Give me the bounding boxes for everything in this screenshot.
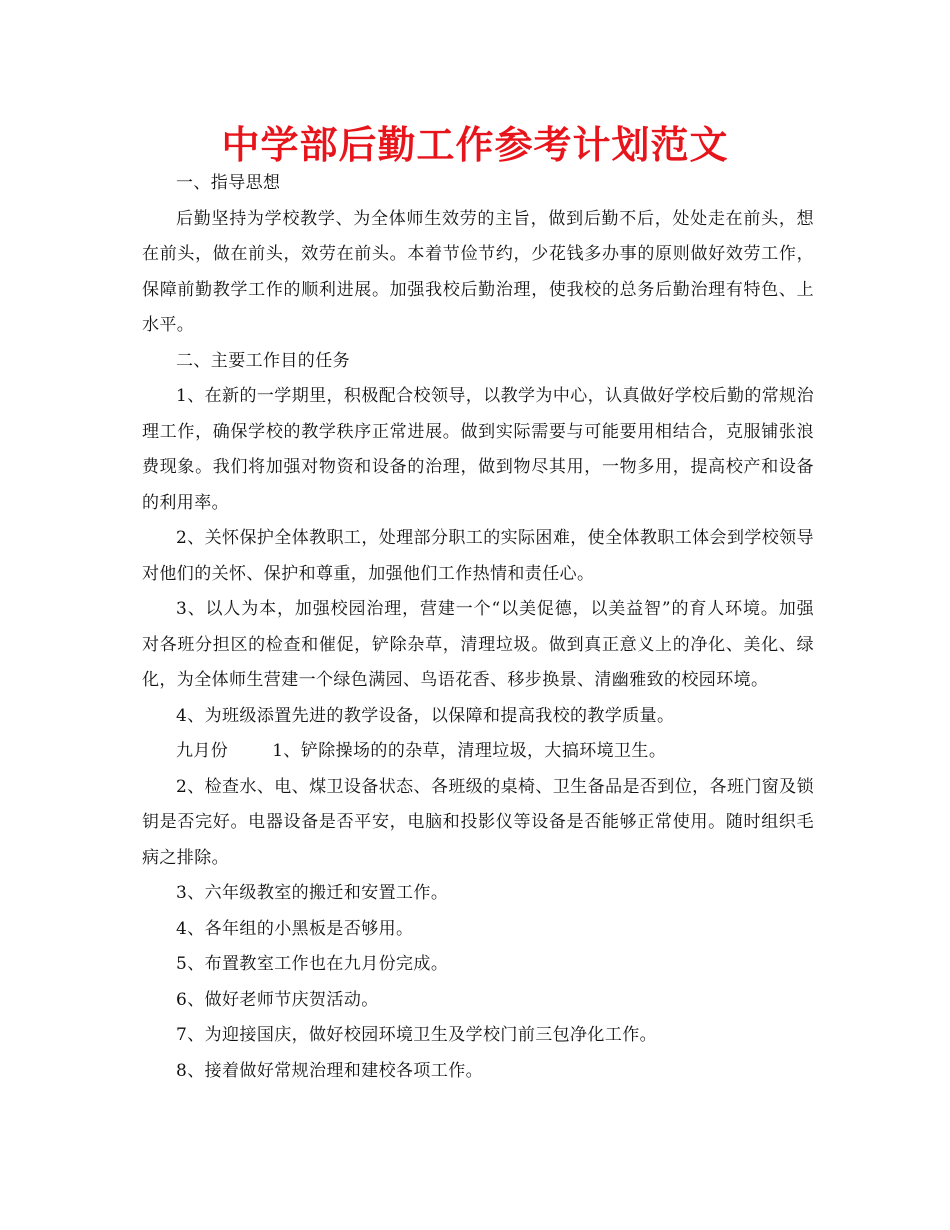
paragraph-task-3: 3、以人为本，加强校园治理，营建一个“以美促德，以美益智”的育人环境。加强对各班分担区的检查和催促，铲除杂草，清理垃圾。做到真正意义上的净化、美化、绿化，为全体师生营建一个绿色满园、鸟语花香、移步换景、清幽雅致的校园环境。	[142, 599, 814, 690]
paragraph-task-4: 4、为班级添置先进的教学设备，以保障和提高我校的教学质量。	[176, 705, 675, 726]
paragraph-september-item-2: 2、检查水、电、煤卫设备状态、各班级的桌椅、卫生备品是否到位，各班门窗及锁钥是否完好。电器设备是否平安，电脑和投影仪等设备是否能够正常使用。随时组织毛病之排除。	[142, 776, 814, 868]
section-heading-main-tasks: 二、主要工作目的任务	[176, 350, 350, 371]
paragraph-guiding-thought: 后勤坚持为学校教学、为全体师生效劳的主旨，做到后勤不后，处处走在前头，想在前头，做在前头，效劳在前头。本着节俭节约，少花钱多办事的原则做好效劳工作，保障前勤教学工作的顺利进展。加强我校后勤治理，使我校的总务后勤治理有特色、上水平。	[142, 208, 814, 335]
paragraph-september-item-6: 6、做好老师节庆贺活动。	[176, 989, 379, 1010]
document-title: 中学部后勤工作参考计划范文	[221, 123, 729, 167]
paragraph-september-item-5: 5、布置教室工作也在九月份完成。	[176, 954, 449, 974]
paragraph-september-item-1	[142, 734, 814, 770]
paragraph-task-1: 1、在新的一学期里，积极配合校领导，以教学为中心，认真做好学校后勤的常规治理工作，确保学校的教学秩序正常进展。做到实际需要与可能要用相结合，克服铺张浪费现象。我们将加强对物资和设备的治理，做到物尽其用，一物多用，提高校产和设备的利用率。	[142, 386, 814, 513]
paragraph-september-item-7: 7、为迎接国庆，做好校园环境卫生及学校门前三包净化工作。	[176, 1025, 658, 1045]
document-body	[142, 166, 814, 1089]
paragraph-september-item-3: 3、六年级教室的搬迁和安置工作。	[176, 883, 449, 903]
paragraph-september-item-4: 4、各年组的小黑板是否够用。	[176, 918, 414, 939]
paragraph-september-item-8: 8、接着做好常规治理和建校各项工作。	[176, 1060, 484, 1081]
september-item-1-text: 1、铲除操场的的杂草，清理垃圾，大搞环境卫生。	[272, 741, 667, 761]
section-heading-guiding-thought: 一、指导思想	[176, 173, 281, 193]
month-label-september: 九月份	[176, 741, 229, 761]
paragraph-task-2: 2、关怀保护全体教职工，处理部分职工的实际困难，使全体教职工体会到学校领导对他们的关怀、保护和尊重，加强他们工作热情和责任心。	[142, 528, 814, 584]
